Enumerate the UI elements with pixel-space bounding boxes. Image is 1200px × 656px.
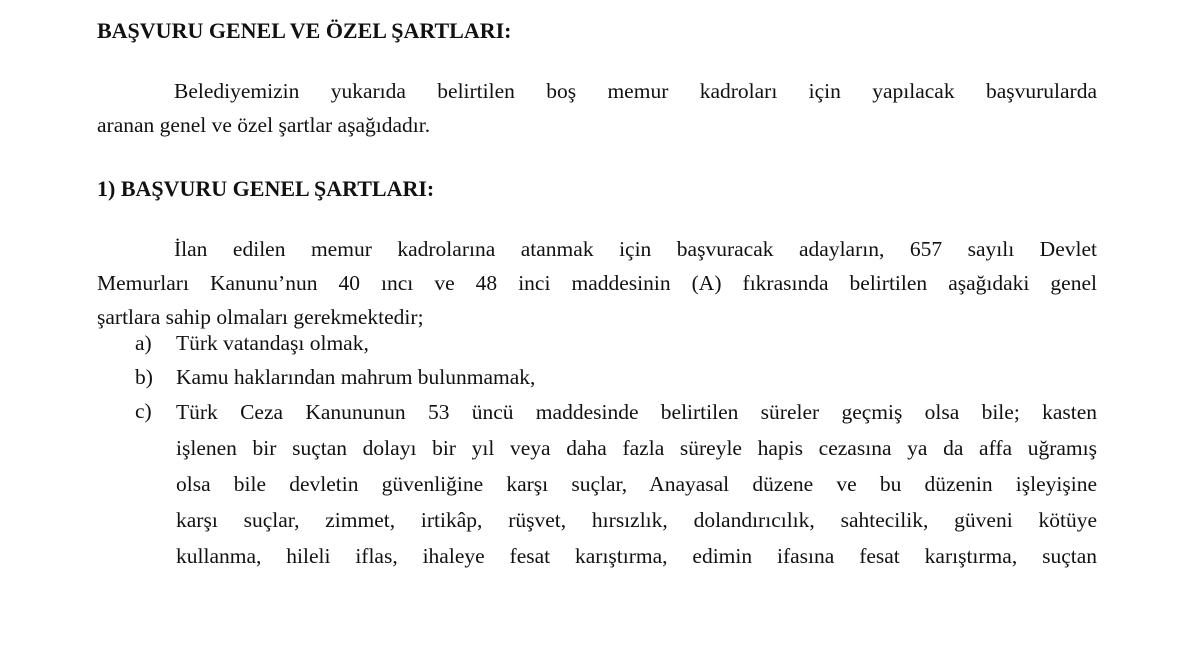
list-item-text: işlenen bir suçtan dolayı bir yıl veya daha fazla süreyle hapis cezasına ya da affa uğramış (176, 436, 1097, 460)
list-marker: c) (135, 399, 152, 423)
list-item-text: karşı suçlar, zimmet, irtikâp, rüşvet, hırsızlık, dolandırıcılık, sahtecilik, güveni kötüye (176, 508, 1097, 532)
list-item-text: olsa bile devletin güvenliğine karşı suçlar, Anayasal düzene ve bu düzenin işleyişine (176, 472, 1097, 496)
list-item-text: kullanma, hileli iflas, ihaleye fesat karıştırma, edimin ifasına fesat karıştırma, suçtan (176, 544, 1097, 568)
intro-paragraph (97, 74, 1097, 142)
list-item-text: Kamu haklarından mahrum bulunmamak, (176, 365, 536, 389)
requirements-list (97, 326, 1097, 574)
main-heading: BAŞVURU GENEL VE ÖZEL ŞARTLARI: (97, 18, 512, 43)
section-line: şartlara sahip olmaları gerekmektedir; (97, 305, 424, 329)
list-item-text: Türk vatandaşı olmak, (176, 331, 369, 355)
list-item-text: Türk Ceza Kanununun 53 üncü maddesinde belirtilen süreler geçmiş olsa bile; kasten (176, 400, 1097, 424)
list-marker: a) (135, 331, 152, 355)
section-line: Memurları Kanunu’nun 40 ıncı ve 48 inci maddesinin (A) fıkrasında belirtilen aşağıdaki genel (97, 271, 1097, 295)
section-paragraph (97, 232, 1097, 334)
list-item (97, 326, 1097, 360)
intro-line: Belediyemizin yukarıda belirtilen boş memur kadroları için yapılacak başvurularda (174, 79, 1097, 103)
intro-line: aranan genel ve özel şartlar aşağıdadır. (97, 113, 431, 137)
section-heading-general-requirements: 1) BAŞVURU GENEL ŞARTLARI: (97, 176, 435, 201)
section-line: İlan edilen memur kadrolarına atanmak için başvuracak adayların, 657 sayılı Devlet (174, 237, 1097, 261)
list-marker: b) (135, 365, 153, 389)
list-item (97, 360, 1097, 394)
list-item (97, 394, 1097, 574)
